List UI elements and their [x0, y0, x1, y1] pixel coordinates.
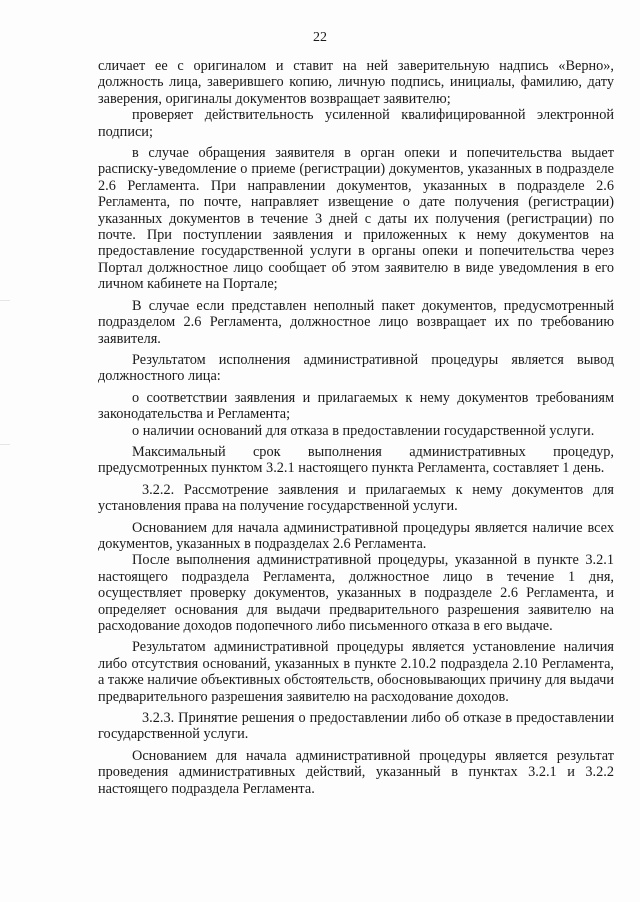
section-heading-3-2-3: 3.2.3. Принятие решения о предоставлении либо об отказе в предоставлении государственной услуги.: [98, 710, 614, 743]
paragraph: Основанием для начала административной процедуры является результат проведения административных действий, указанный в пунктах 3.2.1 и 3.2.2 настоящего подраздела Регламента.: [98, 747, 614, 797]
paragraph: о соответствии заявления и прилагаемых к нему документов требованиям законодательства и Регламента;: [98, 389, 614, 423]
paragraph: Результатом исполнения административной процедуры является вывод должностного лица:: [98, 351, 614, 385]
paragraph: Максимальный срок выполнения административных процедур, предусмотренных пунктом 3.2.1 настоящего пункта Регламента, составляет 1 день.: [98, 443, 614, 477]
document-body: [98, 58, 614, 797]
paragraph: После выполнения административной процедуры, указанной в пункте 3.2.1 настоящего подраздела Регламента, должностное лицо в течение 1 дня, осуществляет проверку документов, указанных в подразделе 2.6 Регламента, и определяет основания для выдачи предварительного разрешения заявителю на расходование доходов подопечного либо письменного отказа в его выдаче.: [98, 552, 614, 634]
scan-margin-mark: [0, 444, 10, 445]
scan-margin-mark: [0, 300, 10, 301]
paragraph: Результатом административной процедуры является установление наличия либо отсутствия оснований, указанных в пункте 2.10.2 подраздела 2.10 Регламента, а также наличие объективных обстоятельств, обосновывающих причину для выдачи предварительного разрешения заявителю на расходование доходов.: [98, 639, 614, 705]
paragraph: о наличии оснований для отказа в предоставлении государственной услуги.: [132, 422, 595, 439]
paragraph: Основанием для начала административной процедуры является наличие всех документов, указанных в подразделах 2.6 Регламента.: [98, 519, 614, 552]
paragraph: проверяет действительность усиленной квалифицированной электронной подписи;: [98, 107, 614, 140]
paragraph: в случае обращения заявителя в орган опеки и попечительства выдает расписку-уведомление о приеме (регистрации) документов, указанных в подразделе 2.6 Регламента. При направлении документов, указанных в подразделе 2.6 Регламента, по почте, направляет извещение о дате получения (регистрации) указанных документов в течение 3 дней с даты их получения (регистрации) по почте. При поступлении заявления и приложенных к нему документов на предоставление государственной услуги в органы опеки и попечительства через Портал должностное лицо сообщает об этом заявителю в виде уведомления в его личном кабинете на Портале;: [98, 145, 614, 293]
paragraph: В случае если представлен неполный пакет документов, предусмотренный подразделом 2.6 Регламента, должностное лицо возвращает их по требованию заявителя.: [98, 297, 614, 347]
section-heading-3-2-2: 3.2.2. Рассмотрение заявления и прилагаемых к нему документов для установления права на получение государственной услуги.: [98, 481, 614, 515]
page-number: 22: [313, 30, 327, 45]
paragraph: сличает ее с оригиналом и ставит на ней заверительную надпись «Верно», должность лица, заверившего копию, личную подпись, инициалы, фамилию, дату заверения, оригиналы документов возвращает заявителю;: [98, 58, 614, 107]
